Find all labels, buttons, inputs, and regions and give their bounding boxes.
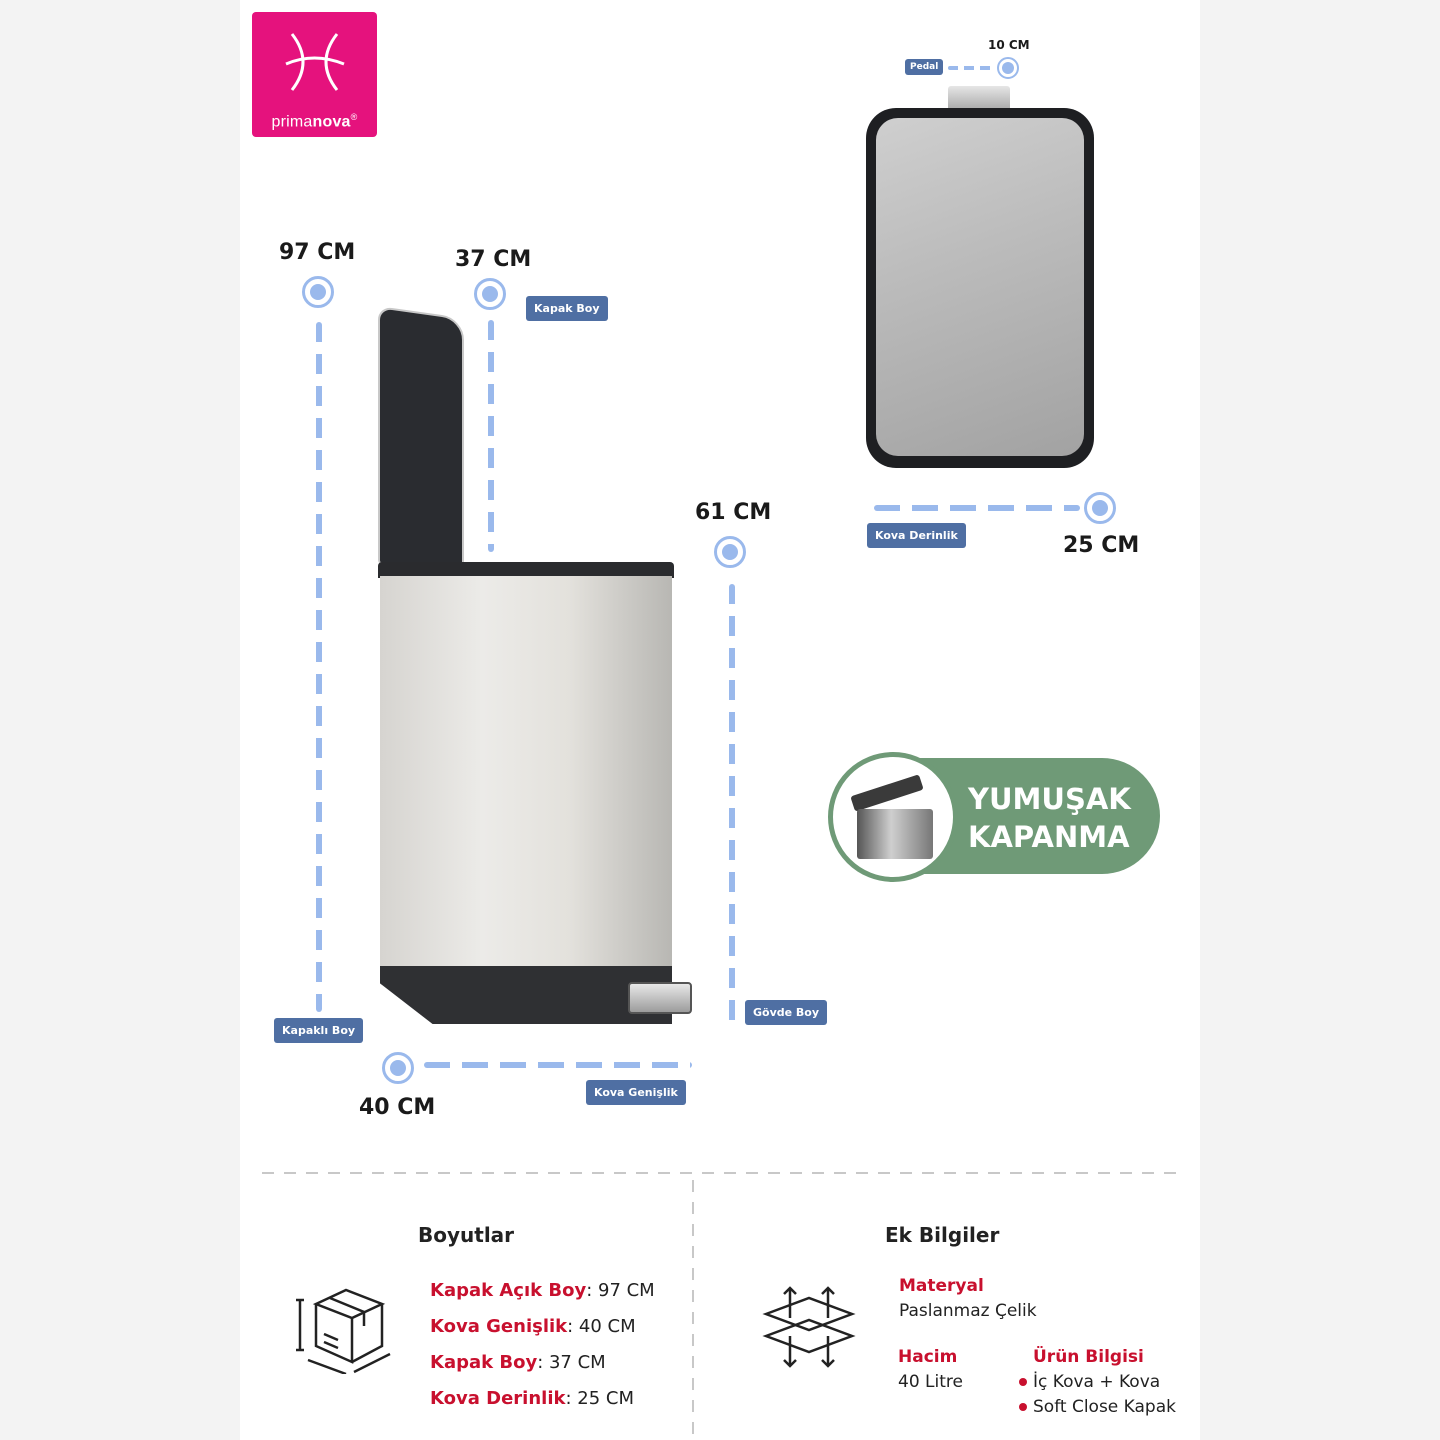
materyal-label: Materyal xyxy=(899,1276,984,1296)
depth-marker xyxy=(1084,492,1116,524)
lid-height-line xyxy=(488,320,494,552)
spec-kapak-acik-boy: Kapak Açık Boy: 97 CM xyxy=(430,1280,655,1301)
hacim-value: 40 Litre xyxy=(898,1372,963,1392)
urun-item: İç Kova + Kova xyxy=(1019,1372,1160,1392)
spec-kapak-boy: Kapak Boy: 37 CM xyxy=(430,1352,606,1373)
tag-kapakli-boy: Kapaklı Boy xyxy=(274,1018,363,1043)
mini-lid-icon xyxy=(850,774,923,811)
pedal-marker xyxy=(997,57,1019,79)
bin-pedal xyxy=(628,982,692,1014)
material-layers-icon xyxy=(762,1284,856,1370)
bin-body xyxy=(380,576,672,968)
ek-bilgiler-title: Ek Bilgiler xyxy=(885,1223,1000,1247)
logo-text: primanova® xyxy=(271,112,358,131)
boyutlar-title: Boyutlar xyxy=(418,1223,515,1247)
tag-kapak-boy: Kapak Boy xyxy=(526,296,608,321)
total-height-line xyxy=(316,322,322,1012)
body-height-value: 61 CM xyxy=(695,500,772,525)
width-line xyxy=(424,1062,692,1068)
pedal-size-value: 10 CM xyxy=(988,38,1030,52)
soft-close-badge xyxy=(828,752,1160,876)
logo-mark-icon xyxy=(252,12,377,112)
tag-kova-genislik: Kova Genişlik xyxy=(586,1080,686,1105)
depth-line xyxy=(874,505,1080,511)
tag-govde-boy: Gövde Boy xyxy=(745,1000,827,1025)
bullet-icon xyxy=(1019,1403,1027,1411)
spec-kova-genislik: Kova Genişlik: 40 CM xyxy=(430,1316,636,1337)
urun-bilgisi-label: Ürün Bilgisi xyxy=(1033,1347,1144,1367)
soft-close-text: YUMUŞAK KAPANMA xyxy=(968,782,1131,854)
top-view-pedal xyxy=(948,86,1010,110)
top-view-lid xyxy=(876,118,1084,456)
materyal-value: Paslanmaz Çelik xyxy=(899,1301,1037,1321)
section-divider xyxy=(262,1172,1182,1174)
total-height-value: 97 CM xyxy=(279,240,356,265)
body-height-marker xyxy=(714,536,746,568)
bin-open-lid xyxy=(378,306,464,576)
bullet-icon xyxy=(1019,1378,1027,1386)
tag-pedal: Pedal xyxy=(905,59,943,75)
pedal-line xyxy=(948,66,996,70)
primanova-logo xyxy=(252,12,377,137)
urun-item: Soft Close Kapak xyxy=(1019,1397,1176,1417)
box-dimensions-icon xyxy=(294,1284,400,1374)
width-value: 40 CM xyxy=(359,1095,436,1120)
lid-height-marker xyxy=(474,278,506,310)
mini-bin-icon xyxy=(857,809,933,859)
lid-height-value: 37 CM xyxy=(455,247,532,272)
spec-kova-derinlik: Kova Derinlik: 25 CM xyxy=(430,1388,634,1409)
hacim-label: Hacim xyxy=(898,1347,958,1367)
soft-close-circle xyxy=(828,752,958,882)
column-divider xyxy=(692,1180,694,1440)
total-height-marker xyxy=(302,276,334,308)
width-marker xyxy=(382,1052,414,1084)
tag-kova-derinlik: Kova Derinlik xyxy=(867,523,966,548)
depth-value: 25 CM xyxy=(1063,533,1140,558)
body-height-line xyxy=(729,584,735,1028)
